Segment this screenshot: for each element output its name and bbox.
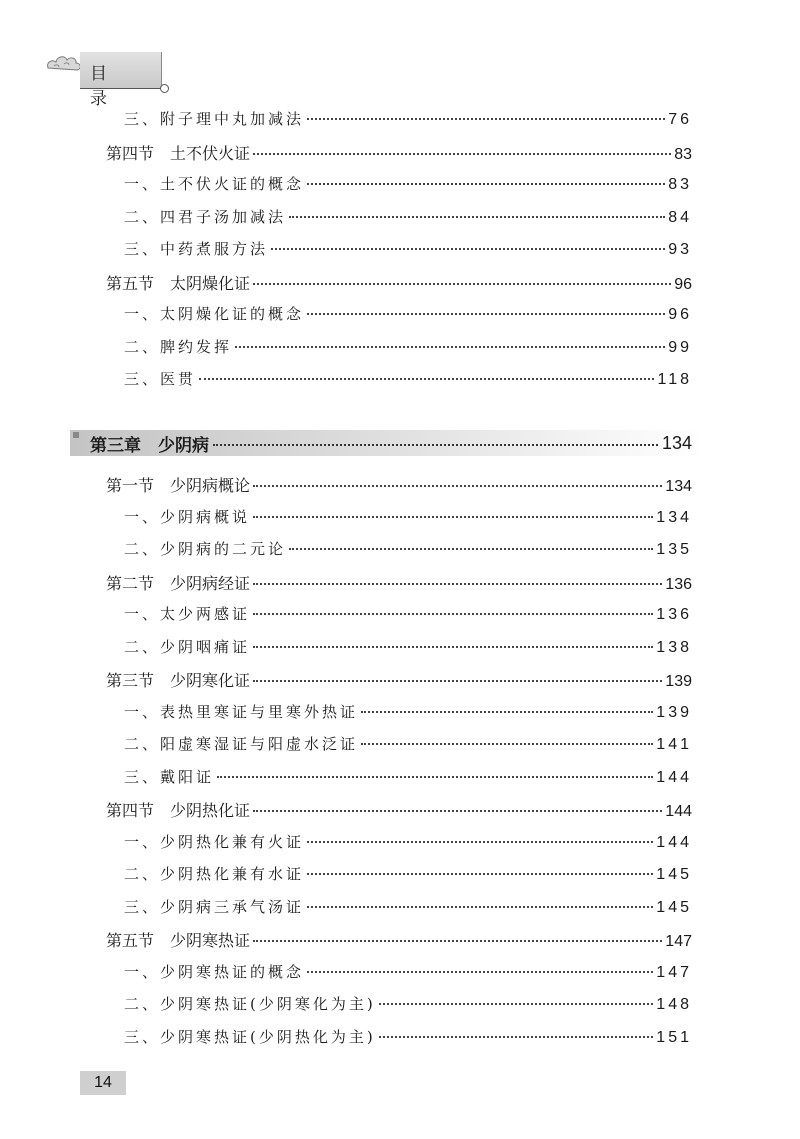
- dot-leader: [253, 516, 653, 518]
- toc-section-entry[interactable]: [0, 271, 800, 299]
- header-dot-icon: [160, 84, 169, 93]
- dot-leader: [307, 971, 653, 973]
- toc-subsection-entry[interactable]: [0, 108, 800, 136]
- dot-leader: [361, 743, 653, 745]
- entry-title: 第一节 少阴病概论: [106, 476, 251, 495]
- dot-leader: [199, 378, 654, 380]
- entry-title: 三、少阴病三承气汤证: [124, 897, 305, 916]
- entry-page-number: 138: [656, 638, 692, 656]
- toc-subsection-entry[interactable]: [0, 1026, 800, 1054]
- header-divider: [80, 88, 162, 89]
- entry-title: 第二节 少阴病经证: [106, 573, 251, 593]
- toc-subsection-entry[interactable]: [0, 506, 800, 534]
- entry-page-number: 96: [674, 275, 692, 293]
- dot-leader: [307, 906, 653, 908]
- entry-title: 三、医贯: [124, 370, 197, 388]
- dot-leader: [253, 583, 662, 585]
- page-number-badge: [80, 1071, 126, 1095]
- entry-page-number: 84: [668, 208, 692, 226]
- entry-page-number: 99: [668, 338, 692, 356]
- entry-page-number: 141: [656, 736, 692, 753]
- entry-title: 二、少阴寒热证(少阴寒化为主): [124, 995, 376, 1013]
- entry-page-number: 134: [665, 478, 692, 495]
- entry-title: 二、阳虚寒湿证与阳虚水泛证: [124, 735, 359, 753]
- dot-leader: [307, 873, 653, 875]
- entry-page-number: 144: [656, 833, 692, 851]
- toc-subsection-entry[interactable]: [0, 766, 800, 794]
- toc-subsection-entry[interactable]: [0, 303, 800, 331]
- toc-section-entry[interactable]: [0, 473, 800, 501]
- toc-section-entry[interactable]: [0, 928, 800, 956]
- entry-title: 一、表热里寒证与里寒外热证: [124, 702, 359, 721]
- entry-page-number: 144: [656, 768, 692, 786]
- toc-section-entry[interactable]: [0, 798, 800, 826]
- toc-subsection-entry[interactable]: [0, 701, 800, 729]
- toc-subsection-entry[interactable]: [0, 368, 800, 396]
- entry-page-number: 151: [656, 1028, 692, 1046]
- entry-title: 一、土不伏火证的概念: [124, 175, 305, 193]
- entry-title: 三、少阴寒热证(少阴热化为主): [124, 1027, 376, 1046]
- entry-title: 第三节 少阴寒化证: [106, 671, 251, 690]
- toc-section-entry[interactable]: [0, 571, 800, 599]
- toc-subsection-entry[interactable]: [0, 733, 800, 761]
- entry-page-number: 144: [665, 803, 692, 820]
- page-number: 14: [94, 1074, 112, 1091]
- entry-page-number: 145: [656, 898, 692, 916]
- dot-leader: [235, 346, 665, 348]
- entry-page-number: 96: [668, 306, 692, 323]
- toc-subsection-entry[interactable]: [0, 538, 800, 566]
- toc-subsection-entry[interactable]: [0, 863, 800, 891]
- entry-title: 二、少阴咽痛证: [124, 637, 251, 656]
- entry-page-number: 147: [656, 963, 692, 981]
- entry-page-number: 135: [656, 541, 692, 558]
- entry-title: 二、四君子汤加减法: [124, 207, 287, 226]
- dot-leader: [307, 313, 665, 315]
- entry-page-number: 83: [674, 145, 692, 163]
- toc-subsection-entry[interactable]: [0, 636, 800, 664]
- dot-leader: [213, 444, 658, 446]
- dot-leader: [289, 548, 653, 550]
- dot-leader: [253, 940, 662, 942]
- dot-leader: [307, 841, 653, 843]
- toc-section-entry[interactable]: [0, 668, 800, 696]
- entry-page-number: 136: [665, 575, 692, 593]
- entry-title: 二、少阴病的二元论: [124, 540, 287, 558]
- toc-section-entry[interactable]: [0, 141, 800, 169]
- entry-page-number: 76: [668, 111, 692, 128]
- toc-subsection-entry[interactable]: [0, 206, 800, 234]
- dot-leader: [307, 183, 665, 185]
- toc-subsection-entry[interactable]: [0, 603, 800, 631]
- dot-leader: [253, 153, 671, 155]
- header-tab: [80, 52, 162, 109]
- entry-title: 二、脾约发挥: [124, 337, 233, 356]
- dot-leader: [271, 248, 665, 250]
- toc-subsection-entry[interactable]: [0, 896, 800, 924]
- entry-title: 一、少阴寒热证的概念: [124, 962, 305, 981]
- entry-title: 三、戴阳证: [124, 767, 215, 786]
- cloud-ornament-icon: [44, 50, 84, 76]
- entry-page-number: 134: [656, 508, 692, 526]
- entry-title: 二、少阴热化兼有水证: [124, 865, 305, 883]
- entry-page-number: 139: [665, 673, 692, 690]
- entry-title: 一、太阴燥化证的概念: [124, 305, 305, 323]
- chapter-title: 第三章 少阴病: [90, 435, 209, 456]
- entry-title: 三、中药煮服方法: [124, 240, 269, 258]
- entry-page-number: 93: [668, 241, 692, 258]
- entry-page-number: 147: [665, 933, 692, 950]
- dot-leader: [253, 485, 662, 487]
- dot-leader: [379, 1036, 654, 1038]
- dot-leader: [253, 613, 653, 615]
- entry-title: 三、附子理中丸加减法: [124, 110, 305, 128]
- toc-subsection-entry[interactable]: [0, 336, 800, 364]
- entry-page-number: 145: [656, 866, 692, 883]
- entry-title: 第五节 少阴寒热证: [106, 931, 251, 950]
- dot-leader: [217, 776, 653, 778]
- entry-title: 一、少阴病概说: [124, 507, 251, 526]
- entry-title: 一、太少两感证: [124, 605, 251, 623]
- dot-leader: [253, 680, 662, 682]
- dot-leader: [253, 283, 671, 285]
- entry-page-number: 136: [656, 606, 692, 623]
- chapter-page-number: 134: [661, 432, 692, 453]
- entry-title: 第四节 少阴热化证: [106, 801, 251, 820]
- entry-title: 第四节 土不伏火证: [106, 143, 251, 163]
- entry-page-number: 83: [668, 176, 692, 193]
- entry-title: 一、少阴热化兼有火证: [124, 832, 305, 851]
- dot-leader: [361, 711, 653, 713]
- toc-subsection-entry[interactable]: [0, 961, 800, 989]
- dot-leader: [379, 1003, 654, 1005]
- entry-page-number: 118: [657, 371, 692, 388]
- dot-leader: [253, 810, 662, 812]
- toc-subsection-entry[interactable]: [0, 831, 800, 859]
- toc-chapter-entry[interactable]: [0, 430, 800, 456]
- entry-page-number: 148: [656, 996, 692, 1013]
- toc-subsection-entry[interactable]: [0, 173, 800, 201]
- entry-title: 第五节 太阴燥化证: [106, 273, 251, 293]
- toc-subsection-entry[interactable]: [0, 993, 800, 1021]
- dot-leader: [289, 216, 665, 218]
- header-title: 目 录: [90, 64, 133, 109]
- toc-subsection-entry[interactable]: [0, 238, 800, 266]
- dot-leader: [253, 646, 653, 648]
- dot-leader: [307, 118, 665, 120]
- entry-page-number: 139: [656, 703, 692, 721]
